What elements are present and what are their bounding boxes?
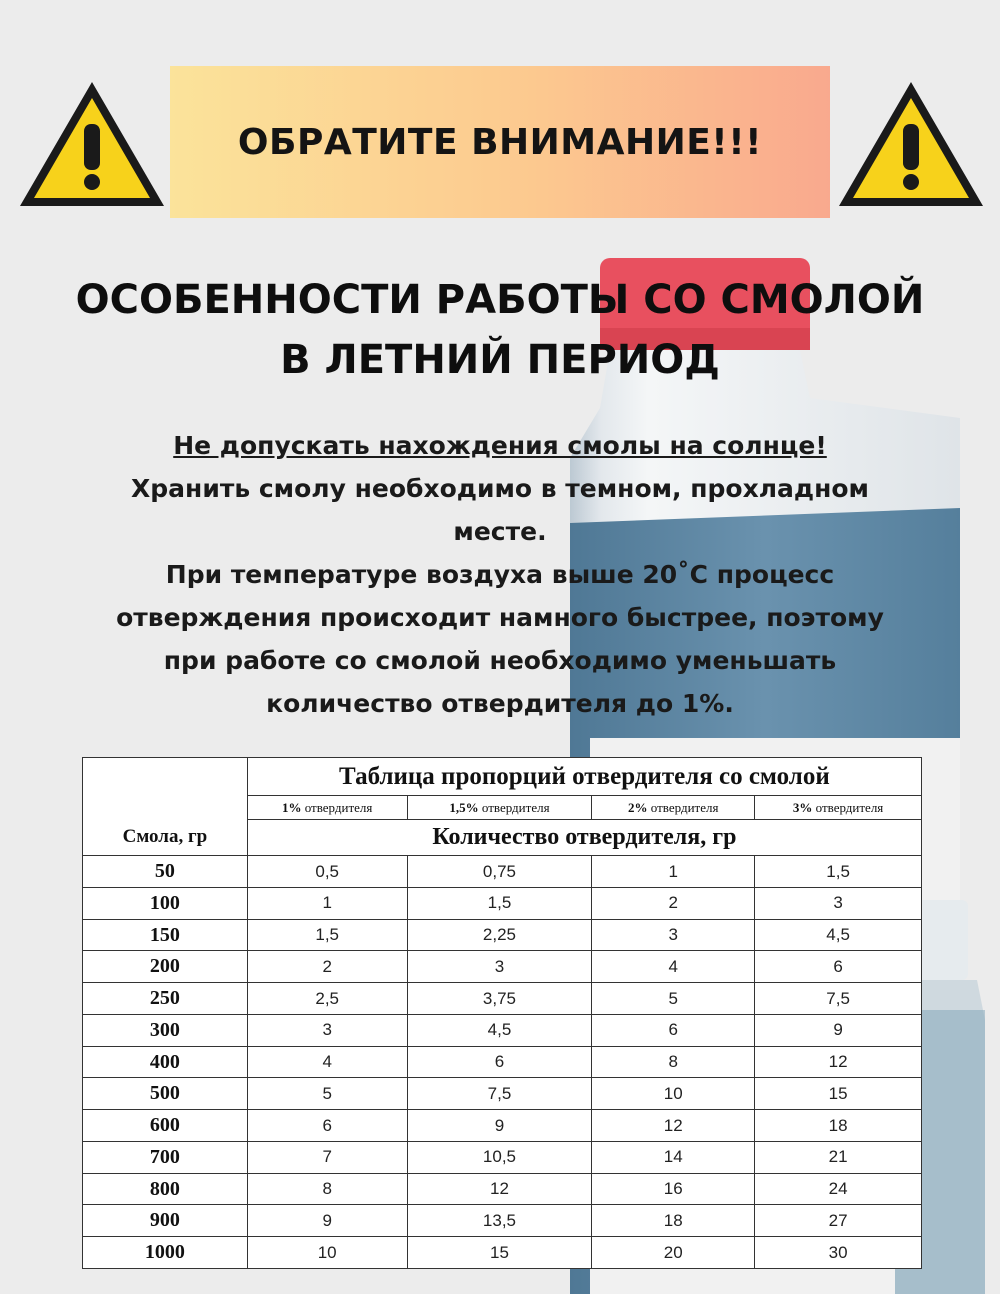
subheader-text: отвердителя — [650, 799, 719, 815]
hardener-amount-cell: 1,5 — [407, 887, 592, 919]
hardener-amount-cell: 4,5 — [755, 919, 922, 951]
table-row — [83, 1237, 922, 1269]
table-row — [83, 1014, 922, 1046]
resin-amount-cell: 1000 — [83, 1237, 248, 1269]
hardener-amount-cell: 5 — [592, 983, 755, 1015]
hardener-amount-cell: 13,5 — [407, 1205, 592, 1237]
hardener-amount-cell: 0,5 — [247, 856, 407, 888]
hardener-amount-cell: 10,5 — [407, 1141, 592, 1173]
table-row — [83, 1110, 922, 1142]
subheader-text: отвердителя — [481, 799, 550, 815]
hardener-amount-cell: 9 — [247, 1205, 407, 1237]
page-heading — [0, 270, 1000, 390]
resin-amount-cell: 700 — [83, 1141, 248, 1173]
warning-icon — [835, 76, 987, 212]
subheader-text: отвердителя — [815, 799, 884, 815]
hardener-amount-cell: 3 — [407, 951, 592, 983]
table-row — [83, 951, 922, 983]
table-row — [83, 919, 922, 951]
table-row — [83, 1205, 922, 1237]
hardener-amount-cell: 12 — [755, 1046, 922, 1078]
text-line: при работе со смолой необходимо уменьшать — [163, 646, 837, 675]
table-row — [83, 1078, 922, 1110]
hardener-amount-cell: 8 — [592, 1046, 755, 1078]
resin-amount-cell: 200 — [83, 951, 248, 983]
hardener-amount-cell: 4,5 — [407, 1014, 592, 1046]
hardener-amount-cell: 7 — [247, 1141, 407, 1173]
resin-amount-cell: 800 — [83, 1173, 248, 1205]
table-row — [83, 983, 922, 1015]
hardener-amount-cell: 3,75 — [407, 983, 592, 1015]
hardener-amount-cell: 21 — [755, 1141, 922, 1173]
hardener-amount-cell: 4 — [247, 1046, 407, 1078]
text-line: количество отвердителя до 1%. — [266, 689, 734, 718]
resin-amount-cell: 500 — [83, 1078, 248, 1110]
table-corner-cell — [83, 796, 248, 820]
hardener-amount-cell: 2,25 — [407, 919, 592, 951]
table-corner-cell — [83, 758, 248, 796]
hardener-amount-cell: 3 — [592, 919, 755, 951]
hardener-amount-cell: 1,5 — [247, 919, 407, 951]
text-line: отверждения происходит намного быстрее, поэтому — [116, 603, 884, 632]
subheader-cell — [755, 796, 922, 820]
subheader-cell — [407, 796, 592, 820]
table-row — [83, 887, 922, 919]
resin-amount-cell: 100 — [83, 887, 248, 919]
hardener-amount-cell: 10 — [247, 1237, 407, 1269]
hardener-amount-cell: 7,5 — [407, 1078, 592, 1110]
resin-amount-cell: 900 — [83, 1205, 248, 1237]
subheader-pct: 2% — [628, 799, 648, 815]
text-line: Хранить смолу необходимо в темном, прохладном — [131, 474, 869, 503]
table-row — [83, 1141, 922, 1173]
hardener-amount-cell: 16 — [592, 1173, 755, 1205]
text-line: При температуре воздуха выше 20˚С процесс — [165, 560, 835, 589]
subheader-pct: 1% — [281, 799, 302, 815]
hardener-amount-cell: 12 — [407, 1173, 592, 1205]
table-title: Таблица пропорций отвердителя со смолой — [247, 758, 921, 796]
hardener-amount-cell: 2 — [592, 887, 755, 919]
hardener-amount-cell: 6 — [247, 1110, 407, 1142]
table-row — [83, 1046, 922, 1078]
hardener-amount-cell: 0,75 — [407, 856, 592, 888]
hardener-amount-cell: 1,5 — [755, 856, 922, 888]
hardener-amount-cell: 14 — [592, 1141, 755, 1173]
subheader-pct: 3% — [792, 799, 813, 815]
hardener-amount-cell: 9 — [407, 1110, 592, 1142]
subheader-text: отвердителя — [304, 799, 373, 815]
table-row — [83, 856, 922, 888]
hardener-amount-cell: 18 — [592, 1205, 755, 1237]
hardener-amount-cell: 2,5 — [247, 983, 407, 1015]
attention-banner — [170, 66, 830, 218]
heading-line: В ЛЕТНИЙ ПЕРИОД — [280, 337, 720, 383]
resin-amount-cell: 150 — [83, 919, 248, 951]
resin-amount-cell: 300 — [83, 1014, 248, 1046]
hardener-amount-cell: 6 — [755, 951, 922, 983]
heading-line: ОСОБЕННОСТИ РАБОТЫ СО СМОЛОЙ — [75, 277, 925, 323]
hardener-amount-cell: 6 — [407, 1046, 592, 1078]
resin-column-header: Смола, гр — [83, 820, 248, 856]
resin-amount-cell: 400 — [83, 1046, 248, 1078]
warning-icon — [16, 76, 168, 212]
hardener-amount-cell: 9 — [755, 1014, 922, 1046]
hardener-amount-cell: 10 — [592, 1078, 755, 1110]
hardener-amount-cell: 3 — [755, 887, 922, 919]
banner-text: ОБРАТИТЕ ВНИМАНИЕ!!! — [237, 121, 763, 163]
hardener-amount-cell: 20 — [592, 1237, 755, 1269]
hardener-amount-cell: 3 — [247, 1014, 407, 1046]
hardener-amount-cell: 18 — [755, 1110, 922, 1142]
resin-amount-cell: 600 — [83, 1110, 248, 1142]
resin-amount-cell: 250 — [83, 983, 248, 1015]
hardener-amount-cell: 30 — [755, 1237, 922, 1269]
hardener-amount-cell: 4 — [592, 951, 755, 983]
hardener-amount-cell: 1 — [592, 856, 755, 888]
hardener-amount-cell: 15 — [407, 1237, 592, 1269]
hardener-amount-cell: 6 — [592, 1014, 755, 1046]
hardener-amount-cell: 15 — [755, 1078, 922, 1110]
hardener-amount-cell: 24 — [755, 1173, 922, 1205]
hardener-amount-cell: 12 — [592, 1110, 755, 1142]
subheader-cell — [247, 796, 407, 820]
subheader-cell — [592, 796, 755, 820]
warning-line: Не допускать нахождения смолы на солнце! — [173, 431, 827, 460]
subheader-pct: 1,5% — [449, 799, 479, 815]
hardener-amount-cell: 27 — [755, 1205, 922, 1237]
hardener-amount-cell: 7,5 — [755, 983, 922, 1015]
hardener-amount-cell: 1 — [247, 887, 407, 919]
table-row — [83, 1173, 922, 1205]
hardener-amount-cell: 8 — [247, 1173, 407, 1205]
instructions-text — [20, 424, 980, 725]
proportions-table — [82, 757, 922, 1269]
amount-header: Количество отвердителя, гр — [247, 820, 921, 856]
hardener-amount-cell: 5 — [247, 1078, 407, 1110]
hardener-amount-cell: 2 — [247, 951, 407, 983]
text-line: месте. — [453, 517, 547, 546]
resin-amount-cell: 50 — [83, 856, 248, 888]
